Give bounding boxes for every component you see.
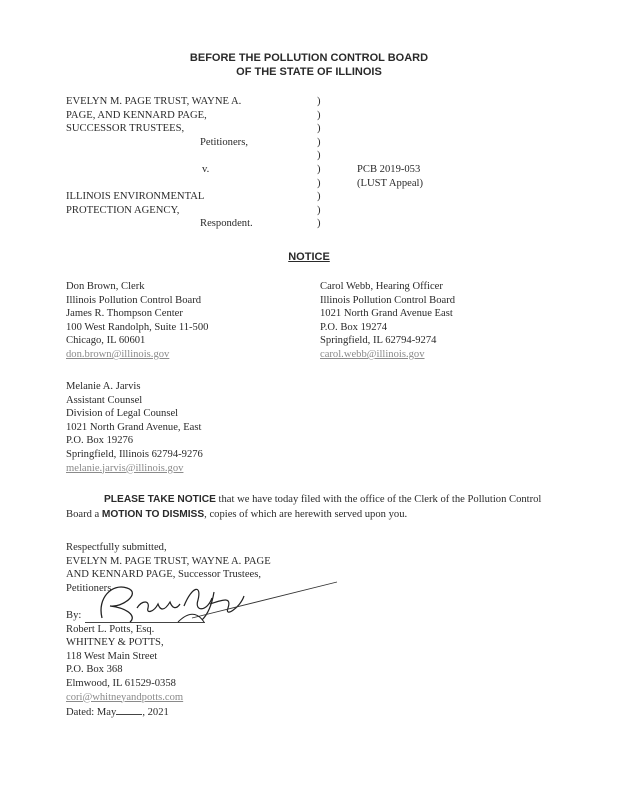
- notice-title-text: NOTICE: [288, 251, 330, 263]
- recipient-counsel-line: Division of Legal Counsel: [66, 408, 179, 420]
- dated-year: , 2021: [142, 707, 169, 719]
- caption-bracket: ): [317, 163, 321, 175]
- caption-bracket: ): [317, 191, 321, 203]
- caption-bracket: ): [317, 123, 321, 135]
- recipient-clerk-line: 100 West Randolph, Suite 11-500: [66, 321, 209, 333]
- notice-body-paragraph: [66, 492, 546, 522]
- body-text-1: that we have today filed with the office of the Clerk of the Pollution Control Board a: [66, 494, 542, 520]
- firm-street: 118 West Main Street: [66, 650, 158, 662]
- recipient-clerk-line: James R. Thompson Center: [66, 308, 183, 320]
- caption-bracket: ): [317, 150, 321, 162]
- caption-bracket: ): [317, 177, 321, 189]
- dated-label: Dated: May: [66, 707, 117, 719]
- recipient-officer-email-link[interactable]: carol.webb@illinois.gov: [320, 348, 425, 360]
- party-line-2: AND KENNARD PAGE, Successor Trustees,: [66, 569, 262, 581]
- recipient-officer-line: P.O. Box 19274: [320, 321, 388, 333]
- petitioner-line-1: EVELYN M. PAGE TRUST, WAYNE A.: [66, 96, 242, 107]
- recipient-officer-line: Springfield, IL 62794-9274: [320, 335, 437, 347]
- date-blank: [116, 704, 142, 715]
- party-line-3: Petitioners: [66, 582, 112, 594]
- handwritten-signature-icon: [82, 578, 342, 628]
- petitioner-line-3: SUCCESSOR TRUSTEES,: [66, 123, 185, 135]
- closing: Respectfully submitted,: [66, 542, 167, 553]
- respondent-line-2: PROTECTION AGENCY,: [66, 204, 180, 216]
- recipient-counsel-line: 1021 North Grand Avenue, East: [66, 421, 202, 433]
- recipient-officer-line: 1021 North Grand Avenue East: [320, 308, 453, 320]
- signature-block: [66, 541, 346, 718]
- respondent-line-1: ILLINOIS ENVIRONMENTAL: [66, 191, 205, 203]
- petitioner-line-2: PAGE, AND KENNARD PAGE,: [66, 109, 207, 121]
- by-label: By:: [66, 609, 82, 621]
- court-heading: [0, 51, 618, 79]
- court-heading-line2: OF THE STATE OF ILLINOIS: [236, 66, 382, 78]
- recipient-counsel-line: Assistant Counsel: [66, 394, 143, 406]
- caption-bracket: ): [317, 218, 321, 230]
- body-text-2: , copies of which are herewith served upon you.: [204, 509, 408, 520]
- recipient-counsel-line: P.O. Box 19276: [66, 435, 134, 447]
- petitioner-role: Petitioners,: [200, 136, 248, 148]
- case-caption-parties: [66, 95, 316, 231]
- recipient-officer-line: Illinois Pollution Control Board: [320, 294, 456, 306]
- recipient-clerk-line: Don Brown, Clerk: [66, 281, 145, 292]
- caption-bracket: ): [317, 109, 321, 121]
- recipient-clerk: [66, 280, 306, 362]
- recipient-clerk-line: Illinois Pollution Control Board: [66, 294, 202, 306]
- recipient-clerk-email-link[interactable]: don.brown@illinois.gov: [66, 348, 170, 360]
- attorney-name: Robert L. Potts, Esq.: [66, 623, 155, 635]
- firm-city: Elmwood, IL 61529-0358: [66, 677, 176, 689]
- recipient-counsel-email-link[interactable]: melanie.jarvis@illinois.gov: [66, 462, 184, 474]
- recipient-hearing-officer: [320, 280, 560, 362]
- caption-bracket: ): [317, 96, 321, 107]
- caption-bracket: ): [317, 136, 321, 148]
- firm-pobox: P.O. Box 368: [66, 664, 123, 676]
- case-number-block: [357, 163, 517, 190]
- court-heading-line1: BEFORE THE POLLUTION CONTROL BOARD: [189, 52, 429, 64]
- case-type: (LUST Appeal): [357, 177, 424, 189]
- firm-name: WHITNEY & POTTS,: [66, 637, 164, 649]
- recipient-officer-line: Carol Webb, Hearing Officer: [320, 281, 443, 292]
- dated-line: [66, 704, 346, 718]
- respondent-role: Respondent.: [200, 218, 253, 230]
- recipient-counsel-line: Springfield, Illinois 62794-9276: [66, 448, 203, 460]
- recipient-clerk-line: Chicago, IL 60601: [66, 335, 146, 347]
- caption-bracket: ): [317, 204, 321, 216]
- notice-title: [0, 250, 618, 264]
- recipient-counsel-line: Melanie A. Jarvis: [66, 381, 141, 392]
- versus-label: v.: [202, 163, 210, 175]
- party-line-1: EVELYN M. PAGE TRUST, WAYNE A. PAGE: [66, 555, 271, 567]
- please-take-notice: PLEASE TAKE NOTICE: [104, 494, 216, 505]
- firm-email-link[interactable]: cori@whitneyandpotts.com: [66, 691, 184, 703]
- motion-to-dismiss: MOTION TO DISMISS: [101, 509, 205, 520]
- caption-bracket-column: [317, 95, 329, 231]
- case-number: PCB 2019-053: [357, 164, 421, 175]
- recipient-counsel: [66, 380, 306, 475]
